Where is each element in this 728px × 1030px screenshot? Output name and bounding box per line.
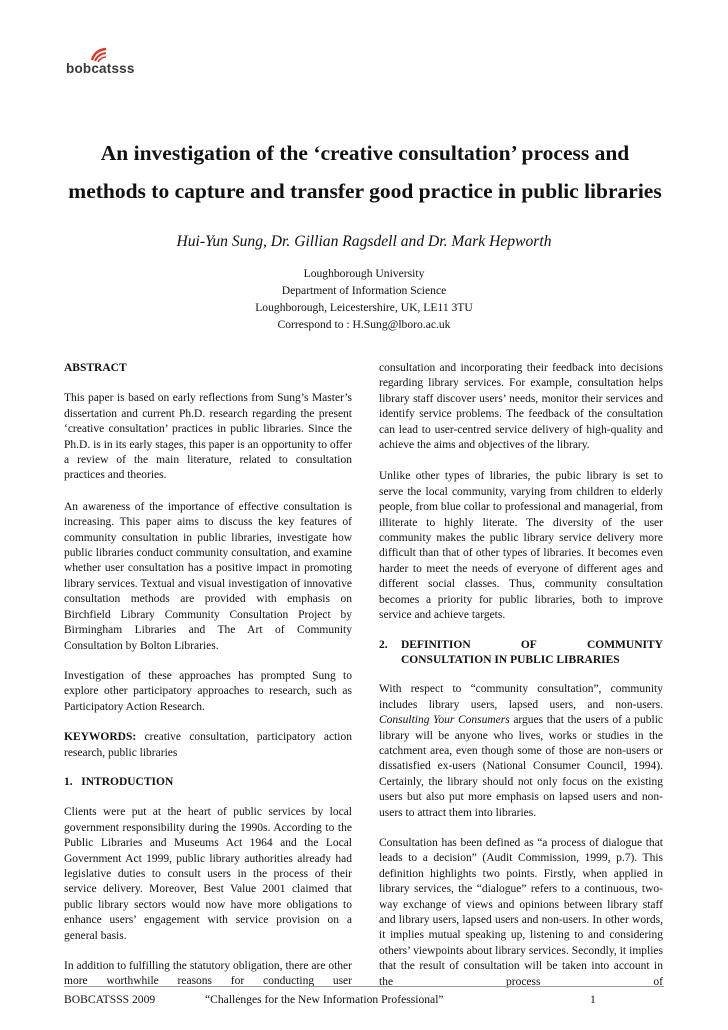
definition-heading — [379, 638, 663, 669]
footer-rule — [64, 986, 664, 987]
abstract-paragraph-2: An awareness of the importance of effective consultation is increasing. This paper aims to discuss the key features of community consultation in public libraries, investigate how public libraries conduct community consultation, and examine whether user consultation has a positive impact in promoting library services. Textual and visual investigation of innovative consultation methods are provided with emphasis on Birchfield Library Community Consultation Project by Birmingham Libraries and The Art of Community Consultation by Bolton Libraries. — [64, 500, 352, 652]
affiliation-university: Loughborough University — [303, 267, 425, 280]
definition-heading-word-3: COMMUNITY — [586, 638, 663, 651]
right-column — [379, 361, 663, 990]
page-number: 1 — [590, 993, 596, 1006]
keywords-text: creative consultation, participatory action research, public libraries — [64, 731, 352, 759]
left-column — [64, 361, 352, 990]
keywords — [64, 730, 352, 761]
introduction-heading: 1. INTRODUCTION — [64, 775, 174, 788]
abstract-paragraph-1: This paper is based on early reflections from Sung’s Master’s dissertation and current Ph.D. research regarding the present ‘creative consultation’ practices in public libraries. Since the Ph.D. is in its early stages, this paper is an opportunity to offer a review of the main literature, related to consultation practices and theories. — [64, 392, 352, 482]
authors: Hui-Yun Sung, Dr. Gillian Ragsdell and Dr. Mark Hepworth — [176, 233, 552, 250]
paper-title-line-1: An investigation of the ‘creative consultation’ process and — [100, 141, 630, 165]
footer — [64, 993, 664, 1009]
book-title: Consulting Your Consumers — [379, 714, 510, 727]
bobcatsss-logo — [62, 46, 150, 88]
definition-heading-word-2: OF — [520, 638, 537, 651]
footer-theme: “Challenges for the New Information Professional” — [205, 993, 444, 1006]
paper-title-line-2: methods to capture and transfer good practice in public libraries — [68, 179, 662, 203]
abstract-paragraph-3: Investigation of these approaches has prompted Sung to explore other participatory approaches to research, such as Participatory Action Research. — [64, 669, 352, 713]
affiliation — [0, 265, 728, 333]
logo-text: bobcatsss — [66, 61, 135, 76]
keywords-label: KEYWORDS: — [64, 731, 137, 744]
definition-heading-word-1: DEFINITION — [401, 638, 471, 651]
body-paragraph-3-part-a: With respect to “community consultation”, community includes library users, lapsed users, and non-users. — [379, 683, 663, 711]
introduction-paragraph-1: Clients were put at the heart of public services by local government responsibility during the 1990s. According to the Public Libraries and Museums Act 1964 and the Local Government Act 1999, public library authorities already had legislative duties to consult users in the process of their service delivery. Moreover, Best Value 2001 claimed that public library sectors would now have more obligations to enhance users’ engagement with service provision on a general basis. — [64, 806, 352, 942]
body-paragraph-2: Unlike other types of libraries, the pubic library is set to serve the local community, varying from children to elderly people, from blue collar to professional and managerial, from illiterate to highly literate. The diversity of the user community makes the public library service delivery more difficult than that of other types of libraries. It becomes even harder to meet the needs of everyone of different ages and different social classes. Thus, community consultation becomes a priority for public libraries, both to improve service and achieve targets. — [379, 470, 663, 622]
definition-heading-line-2: CONSULTATION IN PUBLIC LIBRARIES — [401, 653, 620, 666]
body-paragraph-4: Consultation has been defined as “a process of dialogue that leads to a decision” (Audit Commission, 1999, p.7). This definition highlights two points. Firstly, when applied in library services, the “dialogue” refers to a continuous, two-way exchange of views and opinions between library staff and library users, lapsed users and non-users. In other words, it implies mutual speaking up, listening to and considering others’ viewpoints about library services. Secondly, it implies that the result of consultation will be taken into account in the process of — [379, 836, 663, 988]
affiliation-contact: Correspond to : H.Sung@lboro.ac.uk — [277, 318, 451, 331]
body-paragraph-3-part-b: argues that the users of a public library will be anyone who lives, works or studies in the catchment area, even though some of those are non-users or dissatisfied ex-users (National Consumer Council, 1994). Certainly, the library should not only focus on the existing users but also put more emphasis on lapsed users and non-users to attract them into libraries. — [379, 714, 663, 819]
affiliation-address: Loughborough, Leicestershire, UK, LE11 3TU — [255, 301, 473, 314]
introduction-paragraph-2: In addition to fulfilling the statutory obligation, there are other more worthwhile reasons for conducting user — [64, 960, 352, 988]
definition-heading-number: 2. — [379, 638, 388, 651]
affiliation-department: Department of Information Science — [281, 284, 447, 297]
footer-conference: BOBCATSSS 2009 — [64, 993, 156, 1006]
body-paragraph-1: consultation and incorporating their feedback into decisions regarding library services. For example, consultation helps library staff discover users’ needs, monitor their services and identify service problems. The feedback of the consultation can lead to user-centred service delivery of high-quality and achieve the aims and objectives of the library. — [379, 362, 663, 452]
abstract-heading: ABSTRACT — [64, 362, 127, 374]
body-paragraph-3 — [379, 682, 663, 821]
